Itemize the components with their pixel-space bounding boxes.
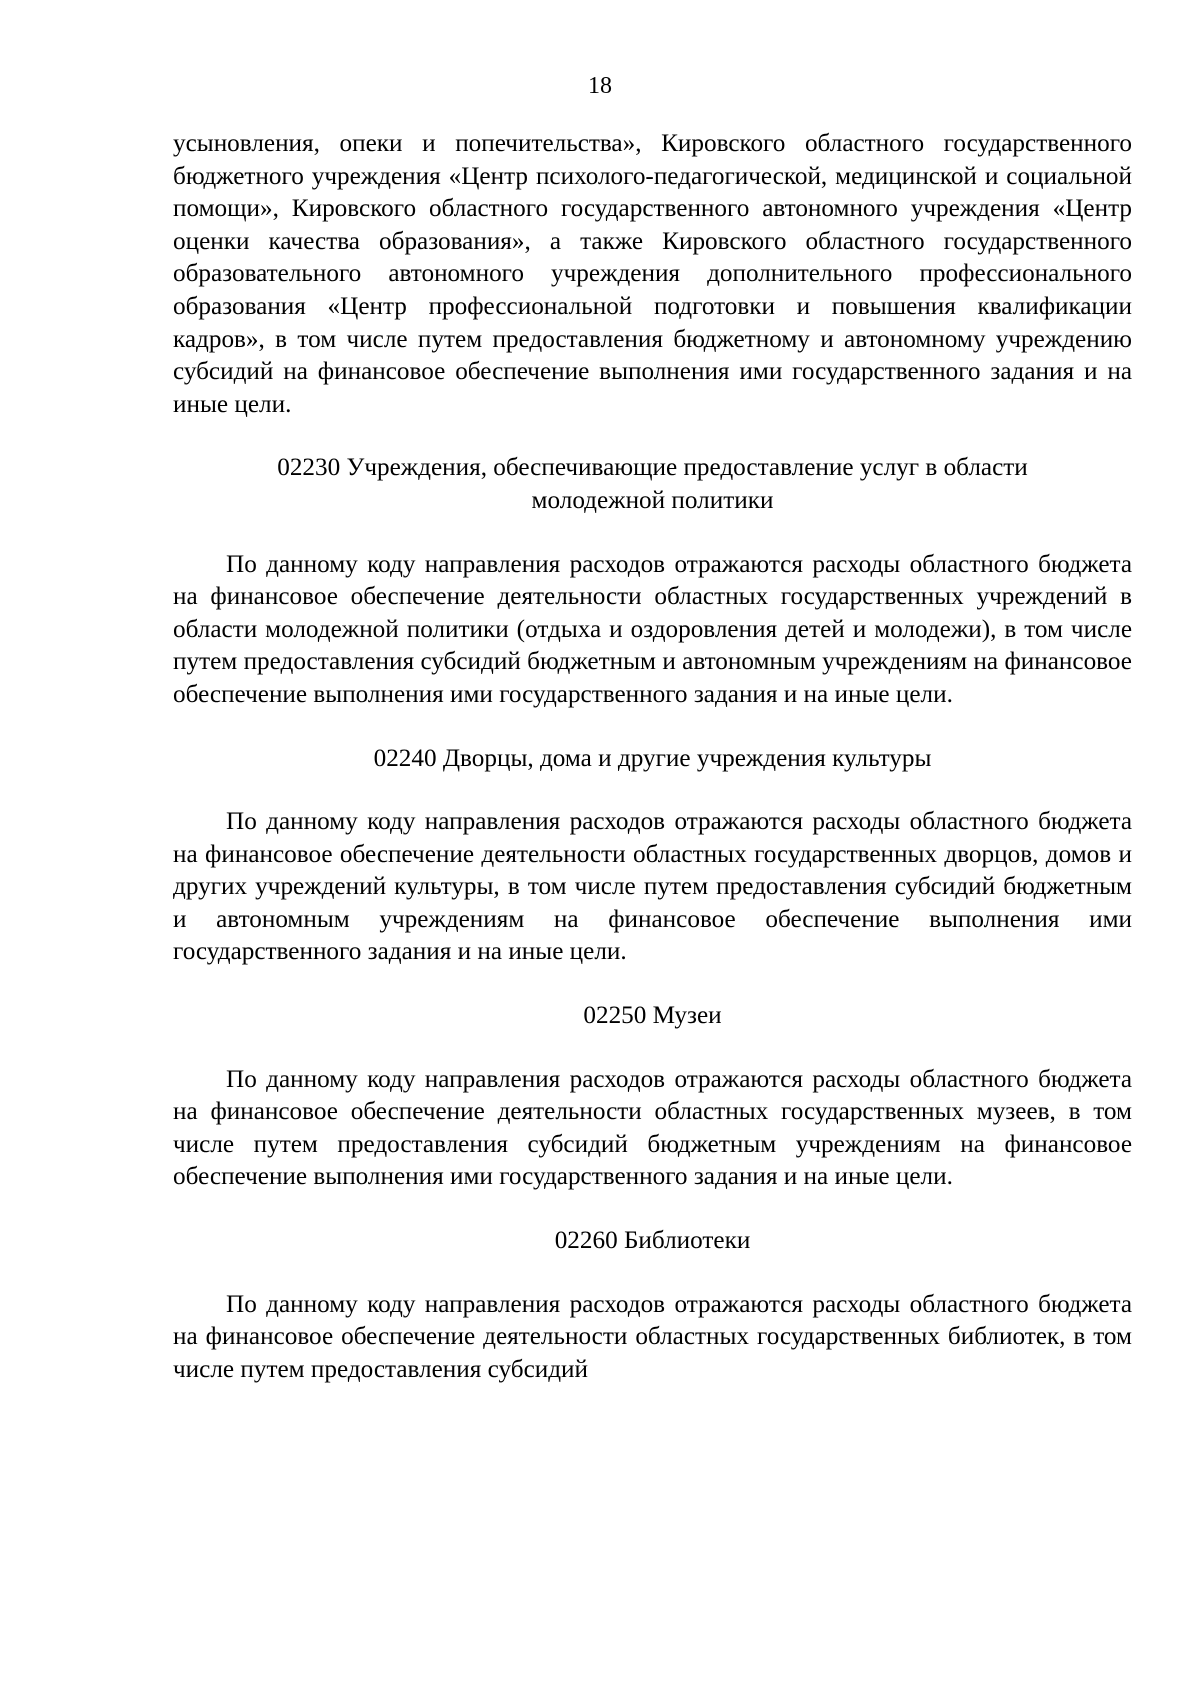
paragraph-02260: По данному коду направления расходов отражаются расходы областного бюджета на финансовое обеспечение деятельности областных государственных библиотек, в том числе путем предоставления субсидий [173,1290,1132,1383]
section-heading-line: 02230 Учреждения, обеспечивающие предоставление услуг в области [277,454,1028,482]
section-heading-02260: 02260 Библиотеки [554,1227,751,1255]
paragraph-02250: По данному коду направления расходов отражаются расходы областного бюджета на финансовое обеспечение деятельности областных государственных музеев, в том числе путем предоставления субсидий бюджетным учреждениям на финансовое обеспечение выполнения ими государственного задания и на иные цели. [173,1065,1132,1191]
paragraph-02230: По данному коду направления расходов отражаются расходы областного бюджета на финансовое обеспечение деятельности областных государственных учреждений в области молодежной политики (отдыха и оздоровления детей и молодежи), в том числе путем предоставления субсидий бюджетным и автономным учреждениям на финансовое обеспечение выполнения ими государственного задания и на иные цели. [173,550,1132,708]
page-number: 18 [588,73,612,99]
paragraph-02240: По данному коду направления расходов отражаются расходы областного бюджета на финансовое обеспечение деятельности областных государственных дворцов, домов и других учреждений культуры, в том числе путем предоставления субсидий бюджетным и автономным учреждениям на финансовое обеспечение выполнения ими государственного задания и на иные цели. [173,808,1132,966]
section-heading-02230 [173,452,1132,517]
section-heading-02240: 02240 Дворцы, дома и другие учреждения культуры [373,744,932,772]
paragraph-continuation: усыновления, опеки и попечительства», Кировского областного государственного бюджетного учреждения «Центр психолого-педагогической, медицинской и социальной помощи», Кировского областного государственного автономного учреждения «Центр оценки качества образования», а также Кировского областного государственного образовательного автономного учреждения дополнительного профессионального образования «Центр профессиональной подготовки и повышения квалификации кадров», в том числе путем предоставления бюджетному и автономному учреждению субсидий на финансовое обеспечение выполнения ими государственного задания и на иные цели. [173,130,1132,418]
section-heading-line: молодежной политики [531,486,774,514]
section-heading-02250: 02250 Музеи [583,1002,722,1030]
document-body [173,128,1132,1386]
